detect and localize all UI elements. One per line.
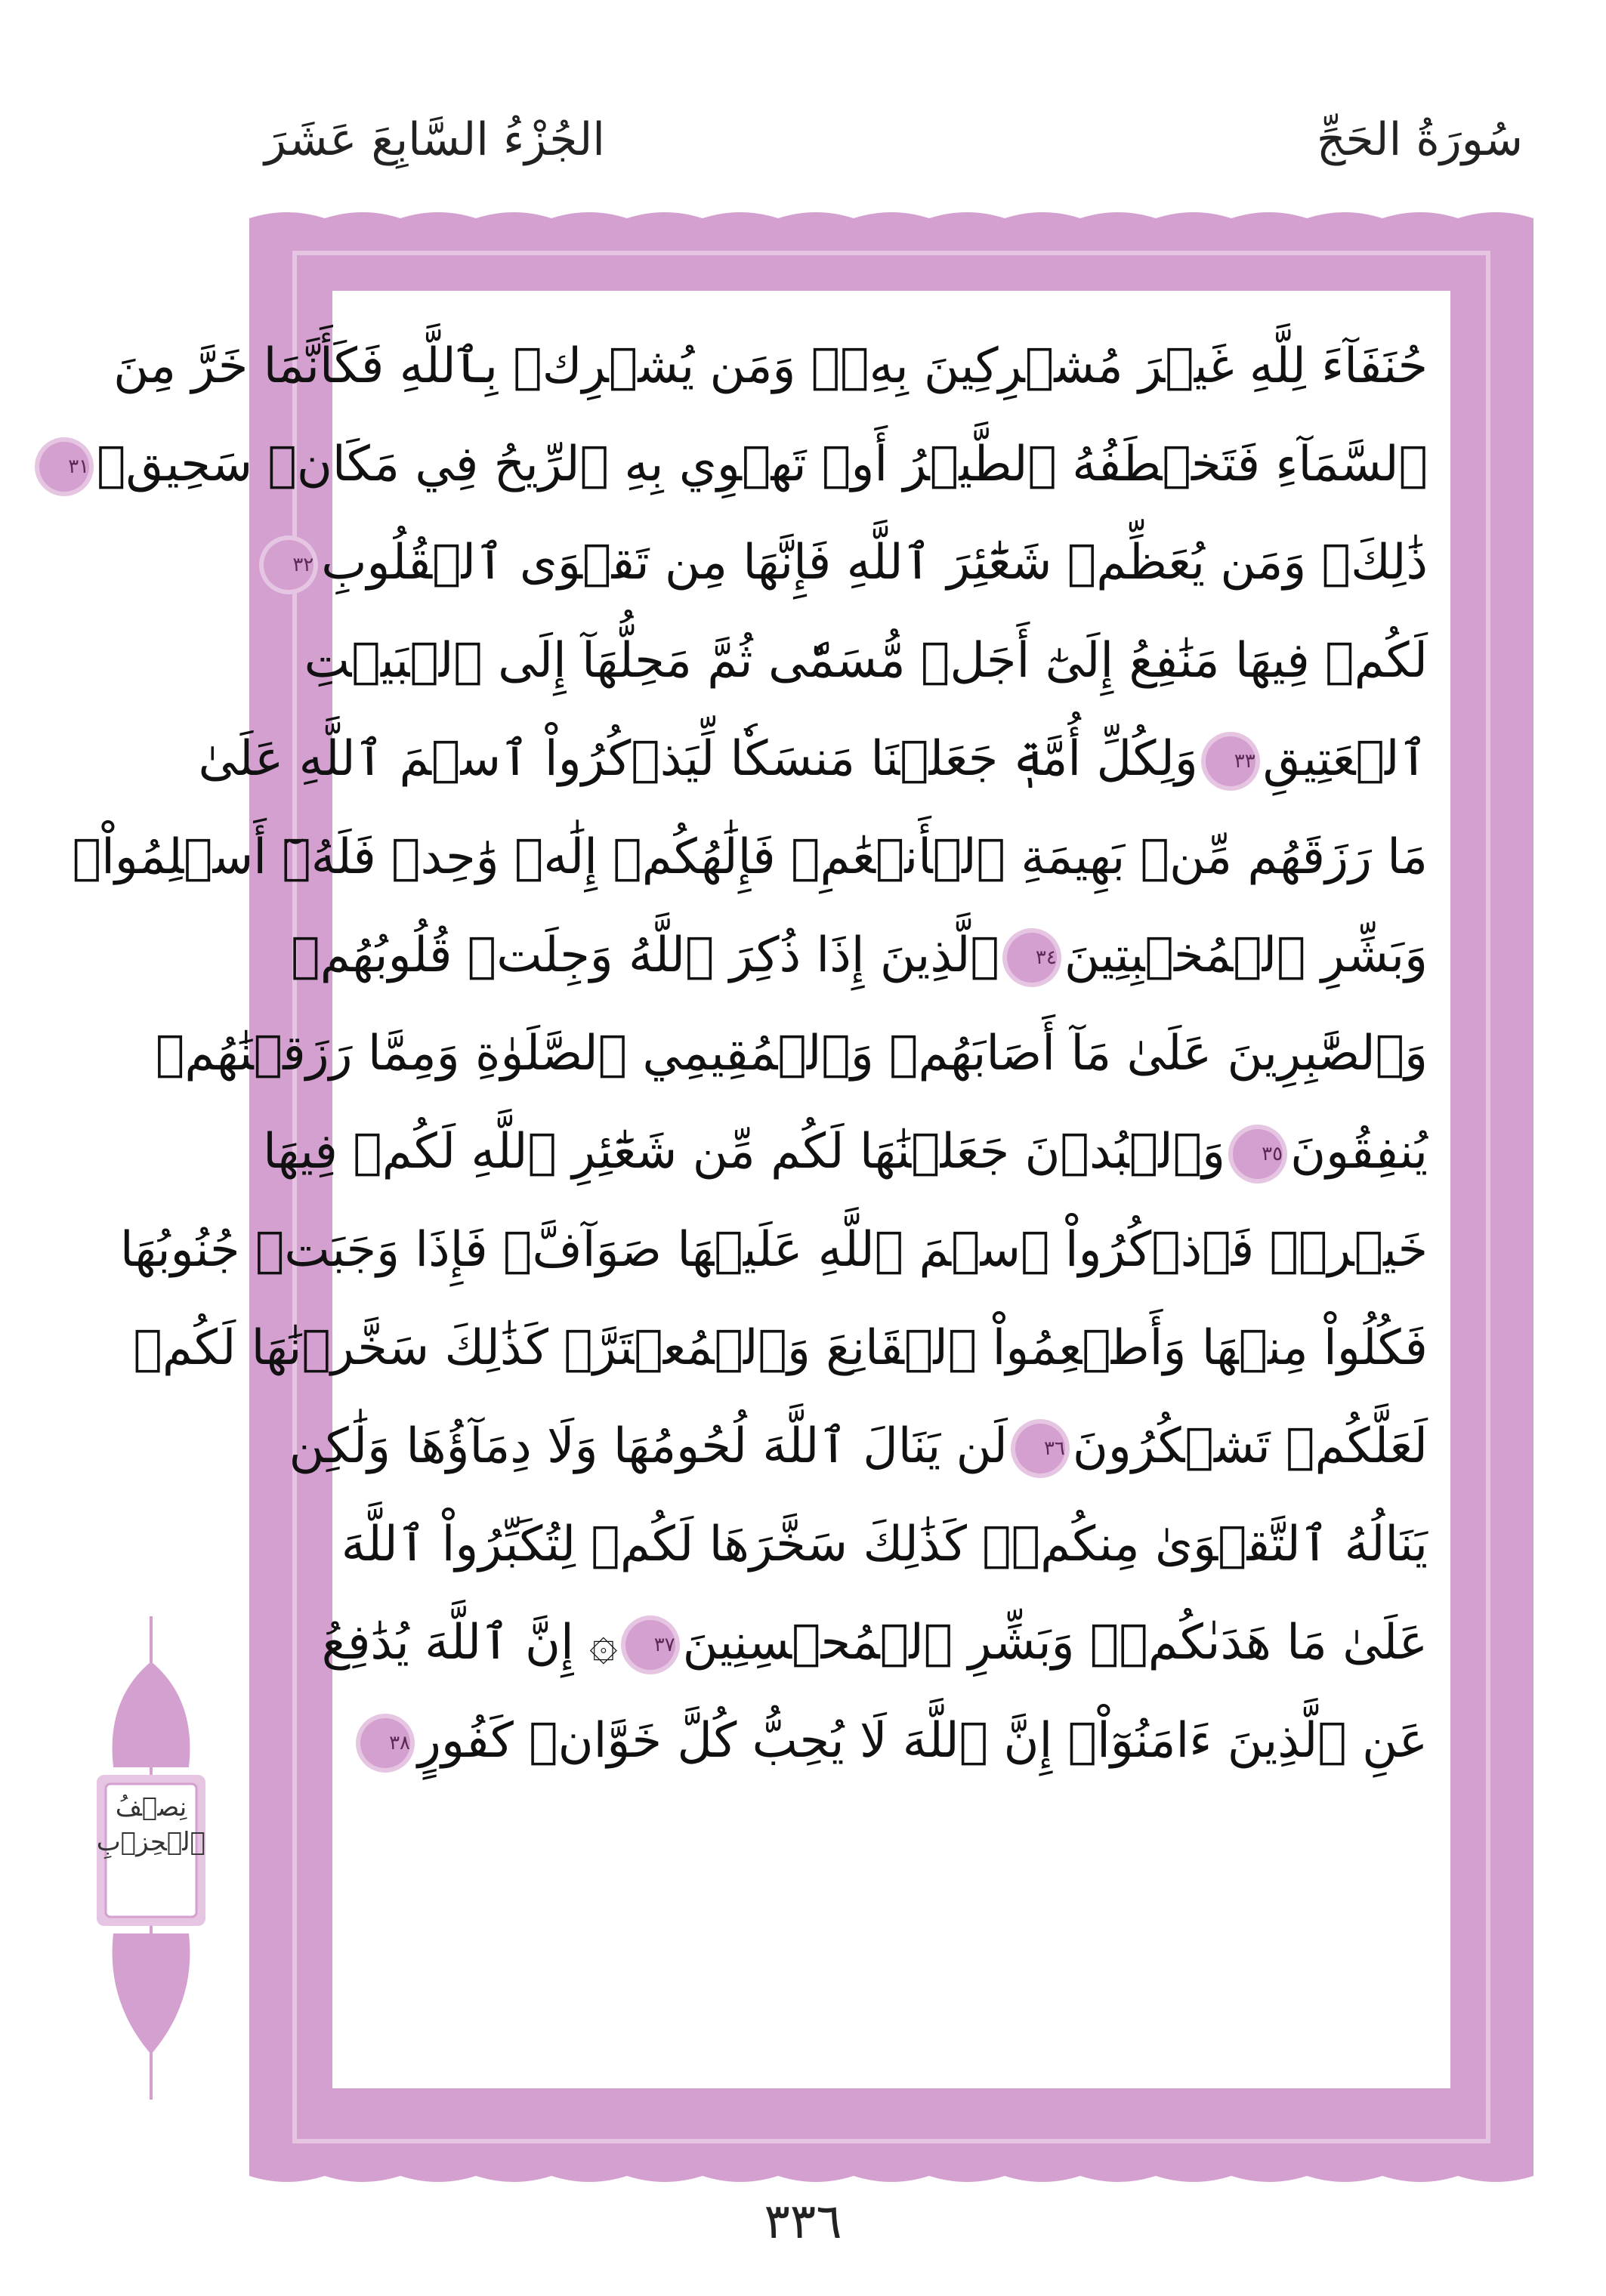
text-line: مَا رَزَقَهُم مِّنۢ بَهِيمَةِ ٱلۡأَنۡعَٰمِۗ فَإِلَٰهُكُمۡ إِلَٰهٞ وَٰحِدٞ فَلَهُۥٓ أَسۡلِمُواْۗ — [72, 829, 1428, 885]
text-line: يَنَالُهُ ٱلتَّقۡوَىٰ مِنكُمۡۚ كَذَٰلِكَ سَخَّرَهَا لَكُمۡ لِتُكَبِّرُواْ ٱللَّهَ — [341, 1517, 1428, 1572]
ayah-number-marker: ٣٥ — [1233, 1129, 1283, 1179]
ayah-number-marker: ٣٦ — [1015, 1424, 1065, 1474]
juz-header: الجُزْءُ السَّابِعَ عَشَرَ — [264, 113, 605, 166]
text-line: ٱلۡعَتِيقِ٣٣وَلِكُلِّ أُمَّةٖ جَعَلۡنَا مَنسَكٗا لِّيَذۡكُرُواْ ٱسۡمَ ٱللَّهِ عَلَىٰ — [198, 731, 1428, 787]
text-line: حُنَفَآءَ لِلَّهِ غَيۡرَ مُشۡرِكِينَ بِهِۦۚ وَمَن يُشۡرِكۡ بِٱللَّهِ فَكَأَنَّمَا خَرَّ مِنَ — [113, 338, 1428, 394]
text-line: وَٱلصَّٰبِرِينَ عَلَىٰ مَآ أَصَابَهُمۡ وَٱلۡمُقِيمِي ٱلصَّلَوٰةِ وَمِمَّا رَزَقۡنَٰهُمۡ — [155, 1026, 1428, 1082]
text-line: عَلَىٰ مَا هَدَىٰكُمۡۗ وَبَشِّرِ ٱلۡمُحۡسِنِينَ٣٧۞ إِنَّ ٱللَّهَ يُدَٰفِعُ — [321, 1615, 1428, 1671]
ayah-number-marker: ٣١ — [39, 442, 89, 492]
text-line: يُنفِقُونَ٣٥وَٱلۡبُدۡنَ جَعَلۡنَٰهَا لَكُم مِّن شَعَٰٓئِرِ ٱللَّهِ لَكُمۡ فِيهَا — [263, 1124, 1428, 1180]
hizb-marker-line2: ٱلۡحِزۡبِ — [96, 1827, 205, 1857]
text-line: فَكُلُواْ مِنۡهَا وَأَطۡعِمُواْ ٱلۡقَانِعَ وَٱلۡمُعۡتَرَّۚ كَذَٰلِكَ سَخَّرۡنَٰهَا لَكُمۡ — [133, 1320, 1428, 1376]
ayah-number-marker: ٣٢ — [264, 540, 313, 590]
text-line: عَنِ ٱلَّذِينَ ءَامَنُوٓاْۗ إِنَّ ٱللَّهَ لَا يُحِبُّ كُلَّ خَوَّانٖ كَفُورٍ٣٨ — [355, 1692, 1428, 1790]
quran-text — [68, 317, 1428, 1790]
text-line: خَيۡرٞۖ فَٱذۡكُرُواْ ٱسۡمَ ٱللَّهِ عَلَيۡهَا صَوَآفَّۖ فَإِذَا وَجَبَتۡ جُنُوبُهَا — [119, 1222, 1428, 1278]
text-line: ذَٰلِكَۖ وَمَن يُعَظِّمۡ شَعَٰٓئِرَ ٱللَّهِ فَإِنَّهَا مِن تَقۡوَى ٱلۡقُلُوبِ٣٢ — [355, 514, 1428, 612]
text-line: لَعَلَّكُمۡ تَشۡكُرُونَ٣٦لَن يَنَالَ ٱللَّهَ لُحُومُهَا وَلَا دِمَآؤُهَا وَلَٰكِن — [289, 1418, 1428, 1474]
ayah-number-marker: ٣٧ — [625, 1620, 675, 1670]
ayah-number-marker: ٣٤ — [1007, 933, 1057, 983]
page-number: ٣٣٦ — [764, 2194, 842, 2250]
surah-header: سُورَةُ الحَجِّ — [1316, 113, 1523, 166]
ayah-number-marker: ٣٨ — [360, 1718, 410, 1768]
ayah-number-marker: ٣٣ — [1206, 736, 1255, 786]
hizb-marker-label — [97, 1790, 205, 1859]
text-line: ٱلسَّمَآءِ فَتَخۡطَفُهُ ٱلطَّيۡرُ أَوۡ تَهۡوِي بِهِ ٱلرِّيحُ فِي مَكَانٖ سَحِيقٖ٣١ — [355, 415, 1428, 514]
text-line: وَبَشِّرِ ٱلۡمُخۡبِتِينَ٣٤ٱلَّذِينَ إِذَا ذُكِرَ ٱللَّهُ وَجِلَتۡ قُلُوبُهُمۡ — [291, 927, 1428, 983]
hizb-marker-line1: نِصۡفُ — [115, 1792, 187, 1822]
text-line: لَكُمۡ فِيهَا مَنَٰفِعُ إِلَىٰٓ أَجَلٖ مُّسَمّٗى ثُمَّ مَحِلُّهَآ إِلَى ٱلۡبَيۡتِ — [304, 633, 1428, 689]
